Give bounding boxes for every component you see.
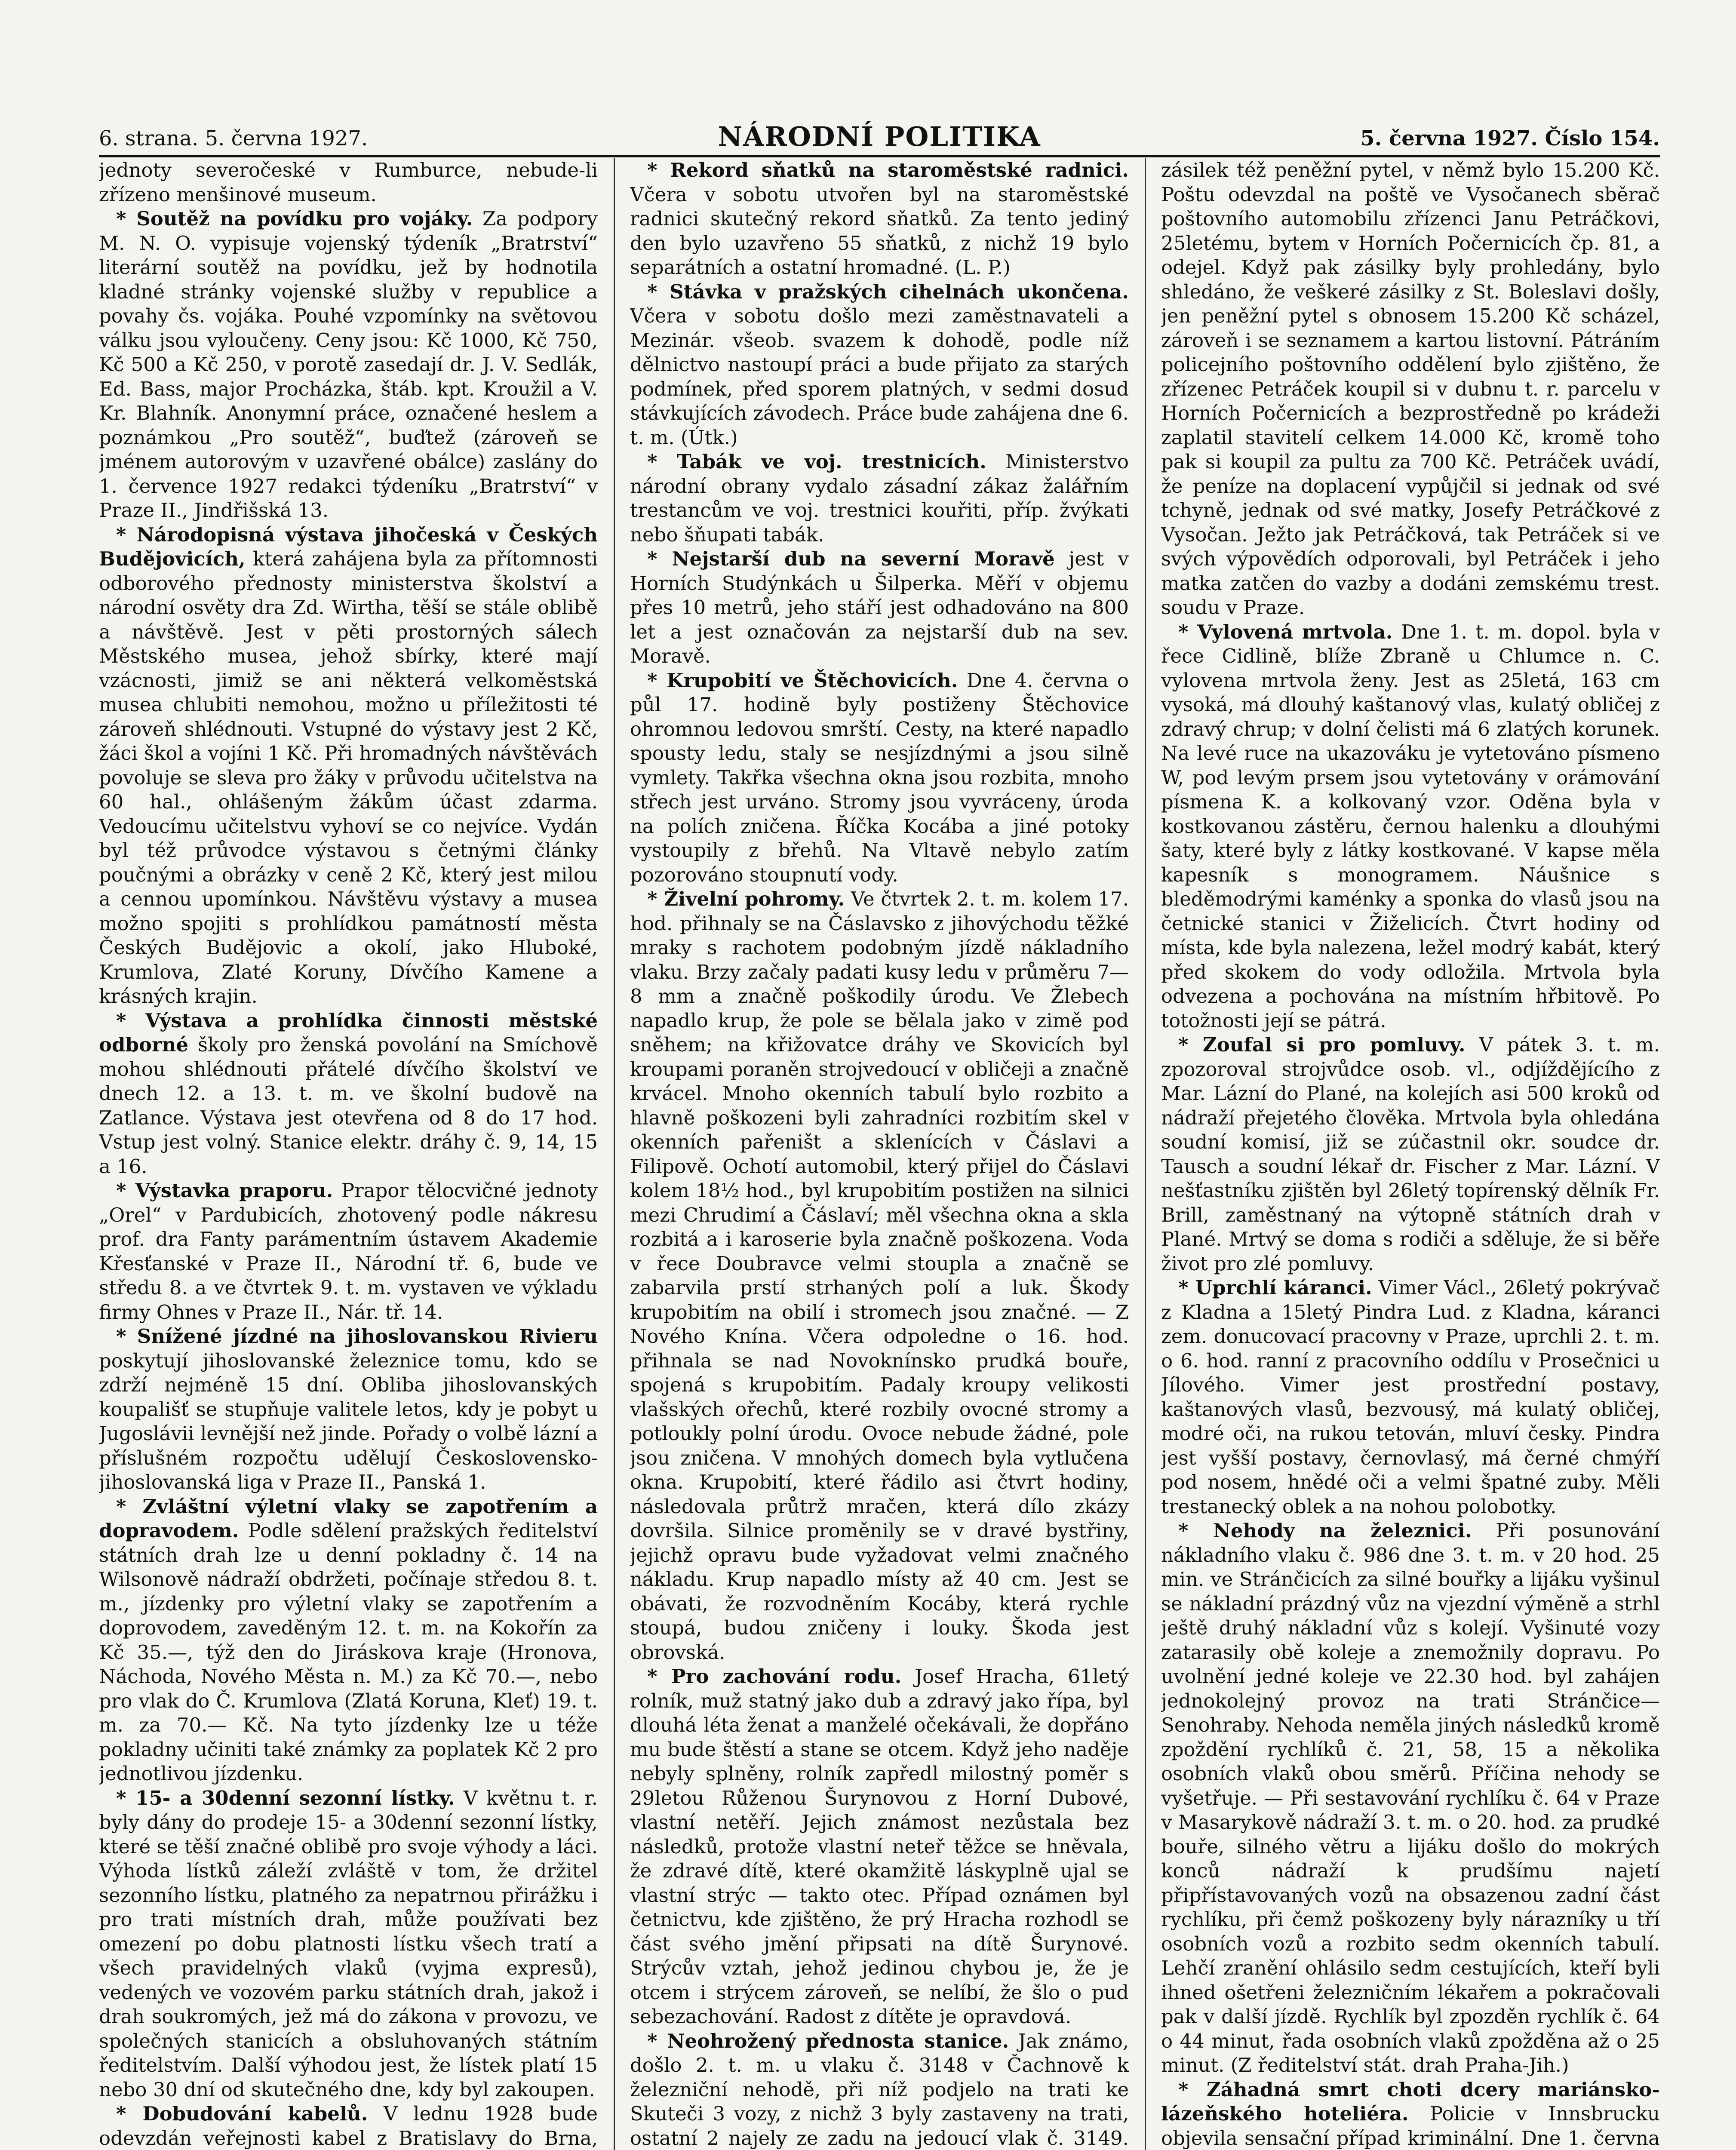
news-body: Ministerstvo národní obrany vydalo zásadní zákaz žalářním trestancům ve voj. trestnici kouřiti, příp. žvýkati nebo šňupati tabák. <box>630 450 1129 546</box>
news-headline: * Rekord sňatků na staroměstské radnici. <box>647 159 1129 181</box>
news-body: zásilek též peněžní pytel, v němž bylo 15.200 Kč. Poštu odevzdal na poště ve Vysočanech sběrač poštovního automobilu zřízenci Janu Petráčkovi, 25letému, bytem v Horních Počernicích čp. 81, a odejel. Když pak zásilky byly prohledány, bylo shledáno, že veškeré zásilky z St. Boleslavi došly, jen peněžní pytel s obnosem 15.200 Kč scházel, zároveň i se seznamem a kartou listovní. Pátráním policejního poštovního oddělení bylo zjištěno, že zřízenec Petráček koupil si v dubnu t. r. parcelu v Horních Počernicích a bezprostředně po krádeži zaplatil stavitelí celkem 14.000 Kč, kromě toho pak si koupil za pultu za 700 Kč. Petráček uvádí, že peníze na doplacení vypůjčil si jednak od své tchyně, jednak od své matky, Josefy Petráčkové z Vysočan. Ježto jak Petráčková, tak Petráček si ve svých výpovědích odporovali, byl Petráček i jeho matka zatčen do vazby a dodáni zemskému trest. soudu v Praze. <box>1161 159 1660 619</box>
news-headline: * Národopisná výstava jihočeská v Českých Budějovicích, <box>99 523 598 570</box>
news-item <box>99 1786 598 2102</box>
column-divider <box>614 158 615 2150</box>
news-item <box>1161 158 1660 620</box>
news-body: jednoty severočeské v Rumburce, nebude-li zřízeno menšinové museum. <box>99 159 598 206</box>
masthead-title: NÁRODNÍ POLITIKA <box>718 121 1041 152</box>
news-item <box>99 523 598 1009</box>
news-headline: * Zvláštní výletní vlaky se zapotřením a dopravodem. <box>99 1495 598 1542</box>
news-headline: * Krupobití ve Štěchovicích. <box>647 669 958 692</box>
news-body: poskytují jihoslovanské železnice tomu, kdo se zdrží nejméně 15 dní. Obliba jihoslovanských koupališť se stupňuje valitele letos, kdy je pobyt u Jugoslávii levnější než jinde. Pořady o volbě lázní a příslušném rozpočtu udělují Československo-jihoslovanská liga v Praze II., Panská 1. <box>99 1349 598 1493</box>
news-headline: * Výstavka praporu. <box>116 1179 333 1202</box>
news-headline: * Stávka v pražských cihelnách ukončena. <box>647 280 1129 303</box>
news-headline: * Nehody na železnici. <box>1178 1519 1472 1542</box>
news-headline: * Záhadná smrt choti dcery mariánsko-lázeňského hoteliéra. <box>1161 2078 1660 2125</box>
column-3 <box>1161 158 1660 2150</box>
news-body: jest v Horních Studýnkách u Šilperka. Měří v objemu přes 10 metrů, jeho stáří jest odhadováno na 800 let a jest označován za nejstarší dub na sev. Moravě. <box>630 547 1129 667</box>
news-headline: * Živelní pohromy. <box>647 888 845 910</box>
news-item <box>630 1665 1129 2029</box>
news-item <box>630 887 1129 1665</box>
news-item <box>630 2029 1129 2150</box>
news-item <box>99 1495 598 1786</box>
news-item <box>99 207 598 523</box>
header-issue-number: 5. června 1927. Číslo 154. <box>1360 126 1660 150</box>
news-item <box>1161 2078 1660 2150</box>
news-headline: * Vylovená mrtvola. <box>1178 620 1393 643</box>
news-body: Dne 1. t. m. dopol. byla v řece Cidlině, blíže Zbraně u Chlumce n. C. vylovena mrtvola ženy. Jest as 25letá, 163 cm vysoká, má dlouhý kaštanový vlas, kulatý obličej z zdravý chrup; v dolní čelisti má 6 zlatých korunek. Na levé ruce na ukazováku je vytetováno písmeno W, pod levým prsem jsou vytetovány v orámování písmena K. a kolkovaný vzor. Oděna byla v kostkovanou zástěru, černou halenku a dlouhými šaty, které byly z látky kostkované. V kapse měla kapesník s monogramem. Náušnice s bleděmodrými kaménky a sponka do vlasů jsou na četnické stanici v Žiželicích. Čtvrt hodiny od místa, kde byla nalezena, ležel modrý kabát, který před skokem do vody odložila. Mrtvola byla odvezena a pochována na místním hřbitově. Po totožnosti její se pátrá. <box>1161 620 1660 1032</box>
article-columns <box>99 158 1660 2150</box>
column-divider <box>1145 158 1146 2150</box>
news-body: Podle sdělení pražských ředitelství státních drah lze u denní pokladny č. 14 na Wilsonově nádraží obdržeti, počínaje středou 8. t. m., jízdenky pro výletní vlaky se zapotřením a doprovodem, zaveděným 12. t. m. na Kokořín za Kč 35.—, týž den do Jiráskova kraje (Hronova, Náchoda, Nového Města n. M.) za Kč 70.—, nebo pro vlak do Č. Krumlova (Zlatá Koruna, Kleť) 19. t. m. za 70.— Kč. Na tyto jízdenky lze u téže pokladny učiniti také známky za poplatek Kč 2 pro jednotlivou jízdenku. <box>99 1519 598 1785</box>
page-header <box>99 116 1660 157</box>
news-body: Josef Hracha, 61letý rolník, muž statný jako dub a zdravý jako řípa, byl dlouhá léta ženat a manželé očekávali, že dopřáno mu bude štěstí a stane se otcem. Když jeho naděje nebyly splněny, rolník zapředl milostný poměr s 29letou Růženou Šurynovou z Horní Dubové, vlastní netěří. Jejich známost nezůstala bez následků, protože vlastní neteř těžce se hněvala, že zdravé dítě, které okamžitě láskyplně ujal se vlastní strýc — takto otec. Případ oznámen byl četnictvu, kde zjištěno, že prý Hracha rozhodl se část svého jmění připsati na dítě Šurynové. Strýcův vztah, jehož jedinou chybou je, že je otcem i strýcem zároveň, se nelíbí, že šlo o pud sebezachování. Radost z dítěte je opravdová. <box>630 1665 1129 2028</box>
news-body: Policie v Innsbrucku objevila sensační případ kriminální. Dne 1. června <box>1161 2102 1660 2150</box>
news-item <box>630 669 1129 888</box>
news-item <box>1161 1033 1660 1276</box>
news-headline: * Zoufal si pro pomluvy. <box>1178 1033 1466 1056</box>
news-item <box>1161 1276 1660 1519</box>
news-item <box>630 158 1129 280</box>
news-body: V pátek 3. t. m. zpozoroval strojvůdce osob. vl., odjíždějícího z Mar. Lázní do Plané, na kolejích asi 500 kroků od nádraží přejetého člověka. Mrtvola byla ohledána soudní komisí, již se zúčastnil okr. soudce dr. Tausch a soudní lékař dr. Fischer z Mar. Lázní. V nešťastníku zjištěn byl 26letý topírenský dělník Fr. Brill, zaměstnaný na výtopně státních drah v Plané. Mrtvý se doma s rodiči a sděluje, že si běře život pro zlé pomluvy. <box>1161 1033 1660 1275</box>
news-item <box>99 2102 598 2150</box>
news-headline: * Snížené jízdné na jihoslovanskou Rivieru <box>116 1325 598 1348</box>
news-body: školy pro ženská povolání na Smíchově mohou shlédnouti přátelé dívčího školství ve dnech 12. a 13. t. m. ve školní budově na Zatlance. Výstava jest otevřena od 8 do 17 hod. Vstup jest volný. Stanice elektr. dráhy č. 9, 14, 15 a 16. <box>99 1033 598 1178</box>
news-item <box>1161 1519 1660 2078</box>
column-2 <box>630 158 1129 2150</box>
news-body: Prapor tělocvičné jednoty „Orel“ v Pardubicích, zhotovený podle nákresu prof. dra Fanty parámentním ústavem Akademie Křesťanské v Praze II., Národní tř. 6, bude ve středu 8. a ve čtvrtek 9. t. m. vystaven ve výkladu firmy Ohnes v Praze II., Nár. tř. 14. <box>99 1179 598 1324</box>
news-body: V květnu t. r. byly dány do prodeje 15- a 30denní sezonní lístky, které se těší značné oblibě pro svoje výhody a láci. Výhoda lístků záleží zvláště v tom, že držitel sezonního lístku, platného za nepatrnou přirážku i pro trati místních drah, může používati bez omezení po dobu platnosti lístku všech tratí a všech pravidelných vlaků (vyjma expresů), vedených ve vozovém parku státních drah, jakož i drah soukromých, jež má do zákona v provozu, ve společných stanicích a obsluhovaných státním ředitelstvím. Další výhodou jest, že lístek platí 15 nebo 30 dní od skutečného dne, kdy byl zakoupen. <box>99 1786 598 2101</box>
news-body: která zahájena byla za přítomnosti odborového přednosty ministerstva školství a národní osvěty dra Zd. Wirtha, těší se stále oblibě a návštěvě. Jest v pěti prostorných sálech Městského musea, jehož sbírky, které mají vzácnosti, jimiž se ani některá velkoměstská musea chlubiti nemohou, možno u příležitosti té zároveň shlédnouti. Vstupné do výstavy jest 2 Kč, žáci škol a vojíni 1 Kč. Při hromadných návštěvách povoluje se sleva pro žáky v průvodu učitelstva na 60 hal., ohlášeným žákům účast zdarma. Vedoucímu učitelstvu vyhoví se co nejvíce. Vydán byl též průvodce výstavou s četnými články poučnými a obrázky v ceně 2 Kč, který jest milou a cennou upomínkou. Návštěvu výstavy a musea možno spojiti s prohlídkou památností města Českých Budějovic a okolí, jako Hluboké, Krumlova, Zlaté Koruny, Dívčího Kamene a krásných krajin. <box>99 547 598 1007</box>
news-item <box>99 1179 598 1324</box>
news-body: Včera v sobotu došlo mezi zaměstnavateli a Mezinár. všeob. svazem k dohodě, podle níž dělnictvo nastoupí práci a bude přijato za starých podmínek, před sporem platných, v sedmi dosud stávkujících závodech. Práce bude zahájena dne 6. t. m. (Útk.) <box>630 304 1129 449</box>
news-headline: * 15- a 30denní sezonní lístky. <box>116 1786 455 1809</box>
news-body: Při posunování nákladního vlaku č. 986 dne 3. t. m. v 20 hod. 25 min. ve Stránčicích za silné bouřky a lijáku vyšinul se nákladní prázdný vůz na vjezdní výměně a strhl ještě druhý nákladní vůz s kolejí. Vyšinuté vozy zatarasily obě koleje a znemožnily dopravu. Po uvolnění jedné koleje ve 22.30 hod. byl zahájen jednokolejný provoz na trati Stránčice—Senohraby. Nehoda neměla jiných následků kromě zpoždění rychlíků č. 21, 58, 15 a několika osobních vlaků obou směrů. Příčina nehody se vyšetřuje. — Při sestavování rychlíku č. 64 v Praze v Masarykově nádraží 3. t. m. o 20. hod. za prudké bouře, silného větru a lijáku došlo do mokrých konců nádraží k prudšímu najetí připřístavovaných vozů na obsazenou zadní část rychlíku, při čemž poškozeny byly nárazníky u tří osobních vozů a rozbito sedm okenních tabulí. Lehčí zranění ohlásilo sedm cestujících, kteří byli ihned ošetřeni železničním lékařem a pokračovali pak v další jízdě. Rychlík byl zpozděn rychlík č. 64 o 44 minut, řada osobních vlaků zpožděna až o 25 minut. (Z ředitelství stát. drah Praha-Jih.) <box>1161 1519 1660 2076</box>
news-item <box>630 280 1129 450</box>
news-item <box>99 1009 598 1179</box>
news-body: Vimer Václ., 26letý pokrývač z Kladna a 15letý Pindra Lud. z Kladna, káranci zem. donucovací pracovny v Praze, uprchli 2. t. m. o 6. hod. ranní z pracovního oddílu v Prosečnici u Jílového. Vimer jest prostřední postavy, kaštanových vlasů, bezvousý, má kulatý obličej, modré oči, na rukou tetován, mluví česky. Pindra jest vyšší postavy, černovlasý, má černé chmýří pod nosem, hnědé oči a velmi špatné zuby. Měli trestanecký oblek a na nohou polobotky. <box>1161 1276 1660 1518</box>
news-item <box>99 1324 598 1495</box>
news-body: Dne 4. června o půl 17. hodině byly postiženy Štěchovice ohromnou ledovou smrští. Cesty, na které napadlo spousty ledu, staly se nesjízdnými a jsou silně vymlety. Takřka všechna okna jsou rozbita, mnoho střech jest urváno. Stromy jsou vyvráceny, úroda na polích zničena. Říčka Kocába a jiné potoky vystoupily z břehů. Na Vltavě nebylo zatím pozorováno stoupnutí vody. <box>630 669 1129 886</box>
news-body: V lednu 1928 bude odevzdán veřejnosti kabel z Bratislavy do Brna, <box>99 2102 598 2150</box>
news-headline: * Výstava a prohlídka činnosti městské odborné <box>99 1009 598 1056</box>
news-headline: * Tabák ve voj. trestnicích. <box>647 450 986 473</box>
news-item <box>630 547 1129 669</box>
news-body: Za podpory M. N. O. vypisuje vojenský týdeník „Bratrství“ literární soutěž na povídku, jež by hodnotila kladné stránky vojenské služby v republice a povahy čs. vojáka. Pouhé vzpomínky na světovou válku jsou vyloučeny. Ceny jsou: Kč 1000, Kč 750, Kč 500 a Kč 250, v porotě zasedají dr. J. V. Sedlák, Ed. Bass, major Procházka, štáb. kpt. Kroužil a V. Kr. Blahník. Anonymní práce, označené heslem a poznámkou „Pro soutěž“, buďtež (zároveň se jménem autorovým v uzavřené obálce) zaslány do 1. července 1927 redakci týdeníku „Bratrství“ v Praze II., Jindřišská 13. <box>99 207 598 522</box>
news-item <box>1161 620 1660 1033</box>
news-headline: * Soutěž na povídku pro vojáky. <box>116 207 473 230</box>
news-headline: * Pro zachování rodu. <box>647 1665 902 1688</box>
news-headline: * Neohrožený přednosta stanice. <box>647 2029 1009 2052</box>
news-item <box>99 158 598 207</box>
header-page-date: 6. strana. 5. června 1927. <box>99 126 368 150</box>
news-body: Včera v sobotu utvořen byl na staroměstské radnici skutečný rekord sňatků. Za tento jediný den bylo uzavřeno 55 sňatků, z nichž 19 bylo separátních a ostatní hromadné. (L. P.) <box>630 183 1129 279</box>
news-body: Jak známo, došlo 2. t. m. u vlaku č. 3148 v Čachnově k železniční nehodě, při níž podjelo na trati ke Skuteči 3 vozy, z nichž 3 byly zastaveny na trati, ostatní 2 najely ze zadu na jedoucí vlak č. 3149. <box>630 2029 1129 2150</box>
news-headline: * Dobudování kabelů. <box>116 2102 368 2125</box>
news-body: Ve čtvrtek 2. t. m. kolem 17. hod. přihnaly se na Čáslavsko z jihovýchodu těžké mraky s rachotem podobným jízdě nákladního vlaku. Brzy začaly padati kusy ledu v průměru 7—8 mm a značně poškodily úrodu. Ve Žlebech napadlo krup, že pole se bělala jako v zimě pod sněhem; na křižovatce dráhy ve Skovicích byl kroupami poraněn strojvedoucí v obličeji a značně krvácel. Mnoho okenních tabulí bylo rozbito a hlavně poškozeni byli zahradníci rozbitím skel v okenních pařeništ a sklenících v Čáslavi a Filipově. Ochotí automobil, který přijel do Čáslavi kolem 18½ hod., byl krupobitím postižen na silnici mezi Chrudimí a Čáslaví; měl všechna okna a skla rozbitá a i karoserie byla značně poškozena. Voda v řece Doubravce velmi stoupla a značně se zabarvila prstí strhaných polí a luk. Škody krupobitím na obilí i stromech jsou značné. — Z Nového Knína. Včera odpoledne o 16. hod. přihnala se nad Novoknínsko prudká bouře, spojená s krupobitím. Padaly kroupy velikosti vlašských ořechů, které rozbily ovocné stromy a potloukly polní úrodu. Ovoce nebude žádné, pole jsou zničena. V mnohých domech byla vytlučena okna. Krupobití, které řádilo asi čtvrt hodiny, následovala průtrž mračen, která dílo zkázy dovršila. Silnice proměnily se v dravé bystřiny, jejichž opravu bude vyžadovat velmi značného nákladu. Krup napadlo místy až 40 cm. Jest se obávati, že rozvodněním Kocáby, která rychle stoupá, budou zničeny i louky. Škoda jest obrovská. <box>630 888 1129 1664</box>
news-item <box>630 450 1129 547</box>
column-1 <box>99 158 598 2150</box>
news-headline: * Nejstarší dub na severní Moravě <box>647 547 1055 570</box>
news-headline: * Uprchlí káranci. <box>1178 1276 1372 1299</box>
